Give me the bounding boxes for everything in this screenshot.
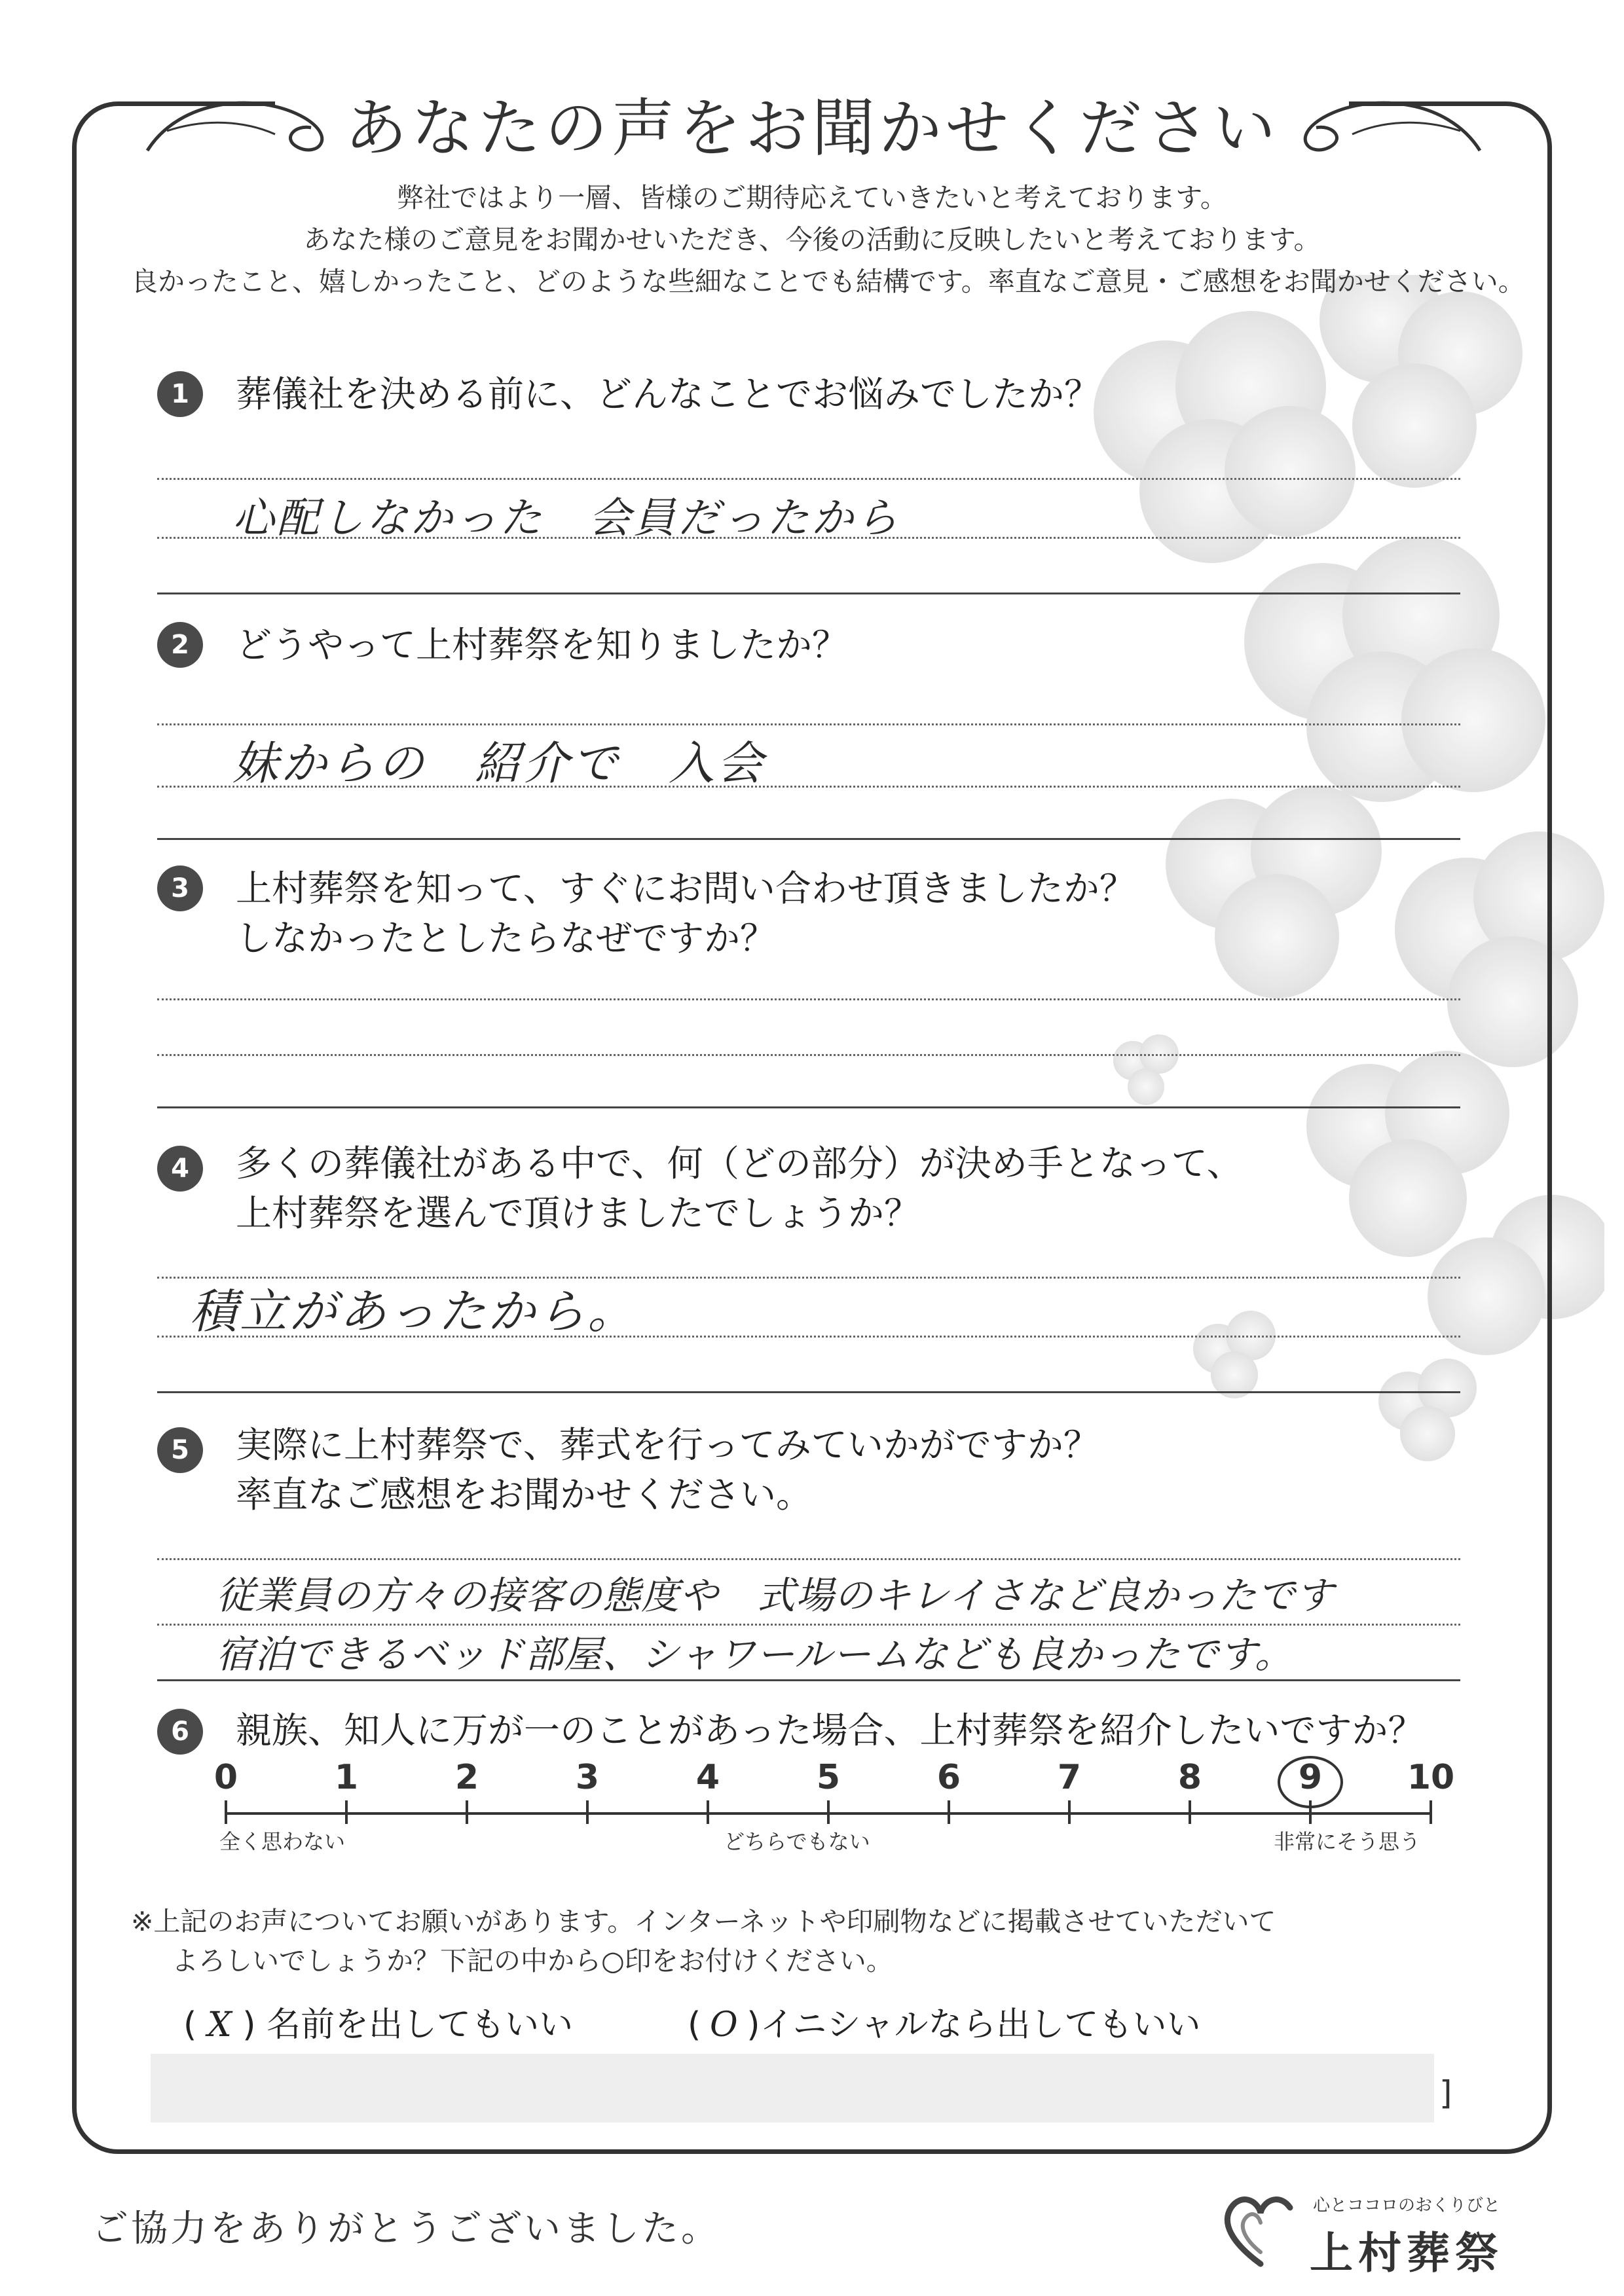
question-text: 上村葬祭を知って、すぐにお問い合わせ頂きましたか？ [236,867,1135,909]
question-text: どうやって上村葬祭を知りましたか？ [236,624,849,666]
scale-tick-label[interactable]: 2 [454,1758,479,1797]
closing-bracket: ] [1439,2074,1452,2112]
scale-tick-label[interactable]: 0 [213,1758,238,1797]
heart-logo-icon [1218,2187,1303,2272]
handwritten-answer: 積立があったから。 [190,1284,638,1339]
scale-tick [707,1800,709,1824]
question-number-badge: 6 [157,1709,203,1755]
rating-scale [213,1758,1455,1859]
selected-rating-circle [1278,1756,1343,1808]
scale-tick-label[interactable]: 6 [936,1758,961,1797]
question-text: しなかったとしたらなぜですか？ [236,917,777,959]
answer-line-dotted [157,1054,1460,1056]
company-logo [1218,2180,1532,2278]
choice-initial-ok[interactable]: ( O )イニシャルなら出してもいい [688,2005,1201,2045]
intro-line: あなた様のご意見をお聞かせいただき、今後の活動に反映したいと考えております。 [303,224,1321,255]
scale-tick [466,1800,468,1824]
answer-line-dotted [157,478,1460,480]
thank-you-message: ご協力をありがとうございました。 [92,2208,720,2250]
question-number-badge: 2 [157,622,203,668]
question-text: 上村葬祭を選んで頂けましたでしょうか？ [236,1192,921,1234]
answer-line-dotted [157,1336,1460,1338]
scale-tick [1189,1800,1191,1824]
scale-tick-label[interactable]: 9 [1298,1758,1323,1797]
choice-name-ok[interactable]: ( X ) 名前を出してもいい [183,2005,574,2045]
choice-label: 名前を出してもいい [267,2005,574,2045]
choice-label: イニシャルなら出してもいい [760,2005,1201,2045]
notice-line: よろしいでしょうか？下記の中から○印をお付けください。 [172,1945,893,1977]
answer-line-solid [157,592,1460,594]
answer-line-dotted [157,723,1460,725]
intro-line: 良かったこと、嬉しかったこと、どのような些細なことでも結構です。率直なご意見・ご感想をお聞かせください。 [131,266,1525,297]
handwritten-answer: 妹からの 紹介で 入会 [232,737,766,790]
answer-line-solid [157,1106,1460,1108]
question-number-badge: 3 [157,866,203,911]
scale-tick-label[interactable]: 8 [1177,1758,1202,1797]
scale-tick [1430,1800,1432,1824]
handwritten-answer: 宿泊できるベッド部屋、シャワールームなども良かったです。 [216,1632,1294,1677]
scale-label-mid: どちらでもない [724,1829,870,1854]
answer-line-solid [157,1391,1460,1393]
question-text: 多くの葬儀社がある中で、何（どの部分）が決め手となって、 [236,1142,1243,1184]
page-title: あなたの声をお聞かせください [344,92,1280,165]
question-text: 率直なご感想をお聞かせください。 [236,1474,813,1516]
answer-line-solid [157,838,1460,840]
answer-line-dotted [157,998,1460,1000]
scale-tick-label[interactable]: 10 [1407,1758,1455,1797]
scale-tick [1068,1800,1071,1824]
publication-consent-notice [131,1902,1276,1980]
question-text: 葬儀社を決める前に、どんなことでお悩みでしたか？ [236,373,1101,415]
answer-line-dotted [157,1558,1460,1560]
question-number-badge: 1 [157,371,203,417]
question-number-badge: 5 [157,1427,203,1473]
scale-tick-label[interactable]: 3 [575,1758,600,1797]
scale-tick [948,1800,950,1824]
scale-tick-label[interactable]: 1 [334,1758,359,1797]
scale-tick-label[interactable]: 5 [816,1758,841,1797]
handwritten-answer: 心配しなかった 会員だったから [232,494,900,543]
question-number-badge: 4 [157,1146,203,1192]
handwritten-answer: 従業員の方々の接客の態度や 式場のキレイさなど良かったです [216,1573,1335,1618]
scale-tick [225,1800,227,1824]
choice-mark: X [207,2005,232,2045]
question-text: 実際に上村葬祭で、葬式を行ってみていかがですか？ [236,1424,1099,1466]
answer-line-dotted [157,786,1460,788]
redacted-signature-area [151,2054,1434,2123]
answer-line-solid [157,1679,1460,1681]
scale-label-high: 非常にそう思う [1274,1829,1421,1854]
company-tagline: 心とココロのおくりびと [1313,2196,1501,2215]
scale-tick [827,1800,830,1824]
question-text: 親族、知人に万が一のことがあった場合、上村葬祭を紹介したいですか？ [236,1709,1424,1751]
company-name: 上村葬祭 [1310,2228,1504,2278]
scale-tick-label[interactable]: 7 [1057,1758,1082,1797]
scale-label-low: 全く思わない [219,1829,346,1854]
notice-line: ※上記のお声についてお願いがあります。インターネットや印刷物などに掲載させていただいて [131,1906,1276,1937]
choice-mark: O [709,2005,738,2045]
intro-text [131,177,1525,302]
scale-tick [345,1800,348,1824]
answer-line-dotted [157,537,1460,539]
scale-tick [586,1800,589,1824]
intro-line: 弊社ではより一層、皆様のご期待応えていきたいと考えております。 [397,182,1227,213]
scale-tick-label[interactable]: 4 [695,1758,720,1797]
